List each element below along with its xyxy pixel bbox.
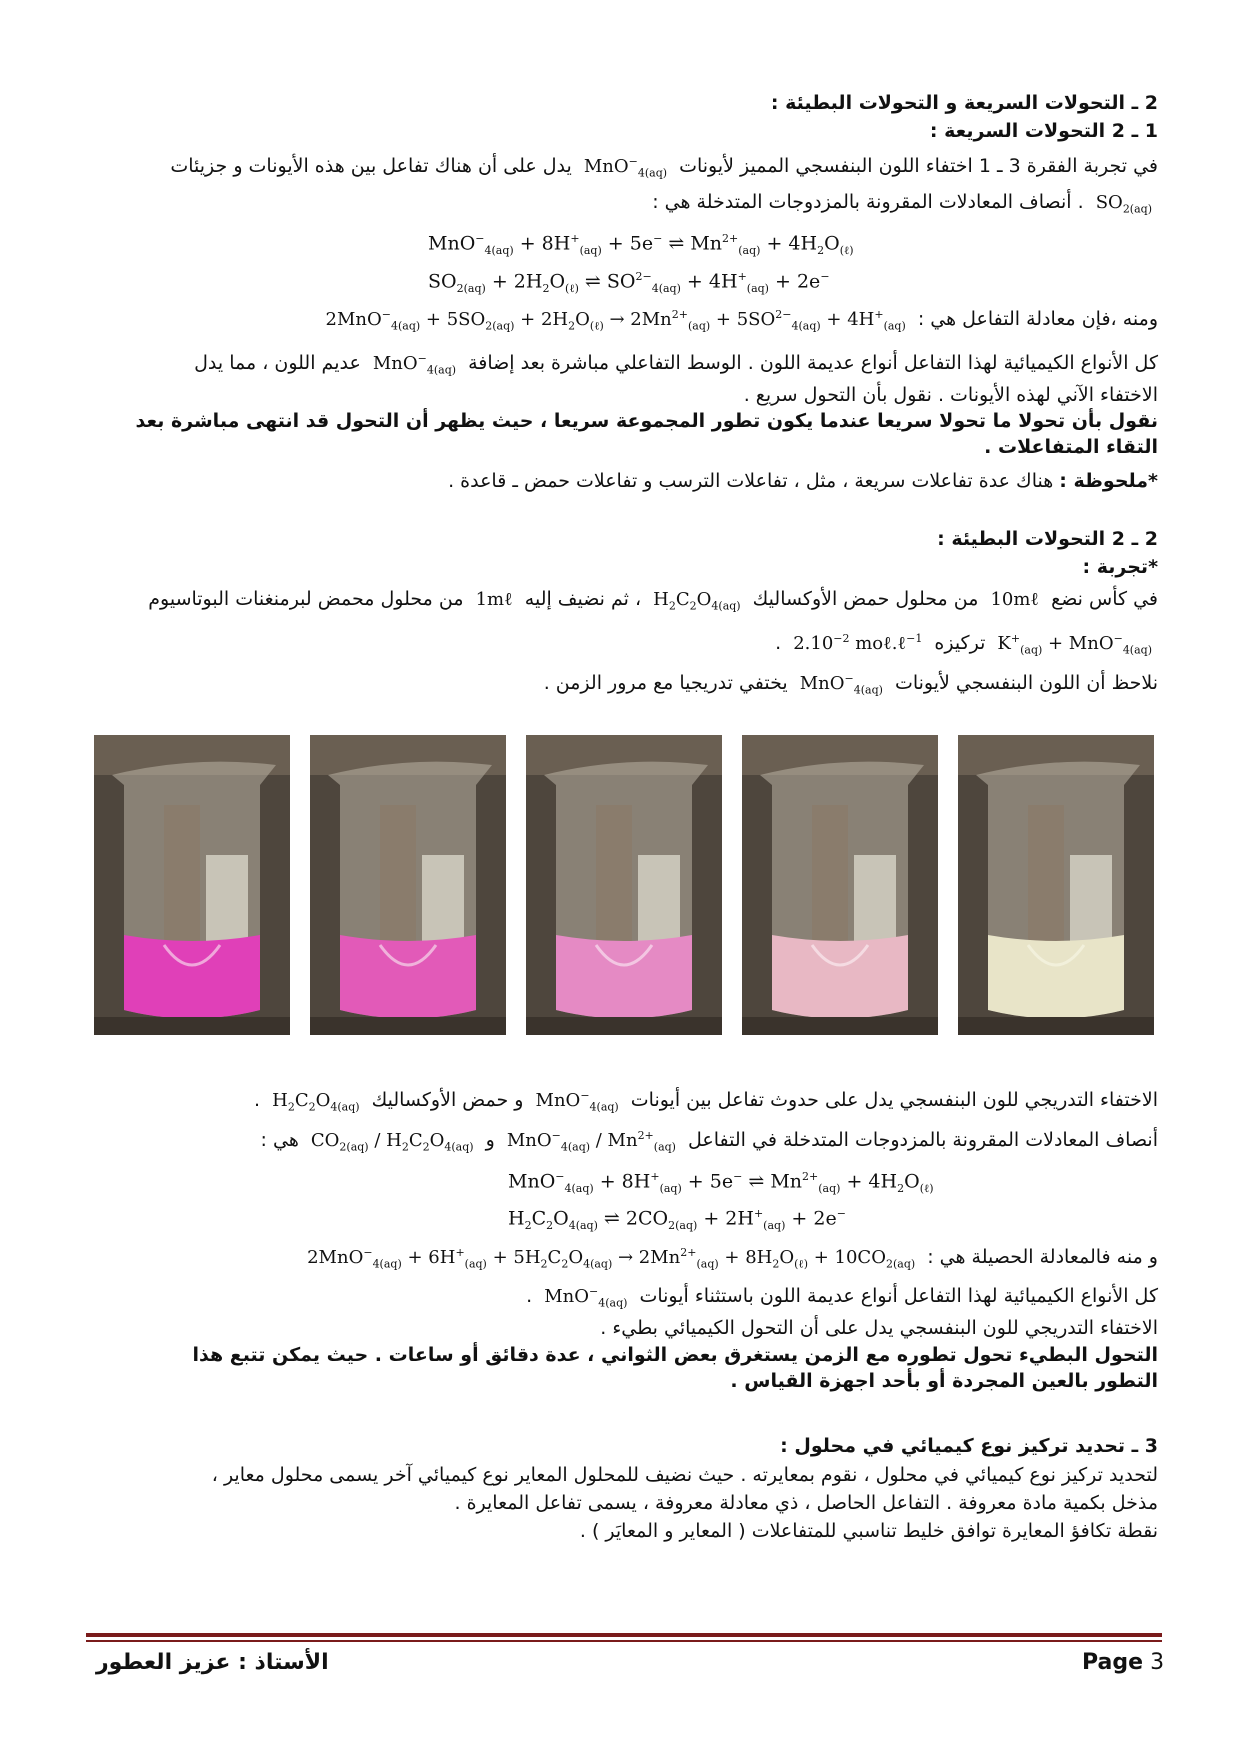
experiment-label: *تجربة : bbox=[1082, 556, 1158, 578]
formula-h2c2o4: $H_2C_2O_{4(aq)}$ bbox=[653, 589, 741, 613]
observation-line: كل الأنواع الكيميائية لهذا التفاعل أنواع عديمة اللون باستثناء أيونات MnO−$_{4(aq)}$ . bbox=[526, 1279, 1158, 1317]
footer-divider bbox=[86, 1633, 1162, 1637]
fast-transformation-definition: نقول بأن تحولا ما تحولا سريعا عندما يكون تطور المجموعة سريعا ، حيث يظهر أن التحول قد انتهى مباشرة بعد التقاء المتفاعلات . bbox=[135, 410, 1158, 458]
beaker-photo bbox=[742, 735, 938, 1035]
beaker-photo bbox=[958, 735, 1154, 1035]
experiment-line: في كأس نضع 10mℓ من محلول حمض الأوكساليك $H_2C_2O_{4(aq)}$ ، ثم نضيف إليه 1mℓ من محلول محمض لبرمنغنات البوتاسيوم bbox=[148, 586, 1158, 620]
paragraph-line: في تجربة الفقرة 3 ـ 1 اختفاء اللون البنفسجي المميز لأيونات MnO−$_{4(aq)}$ يدل على أن هناك تفاعل بين هذه الأيونات و جزيئات bbox=[170, 149, 1158, 187]
formula-h2c2o4: $H_2C_2O_{4(aq)}$ bbox=[272, 1090, 360, 1114]
overall-equation-line: و منه فالمعادلة الحصيلة هي : $2MnO^-_{4(aq)} + 6H^+_{(aq)} + 5H_2C_2O_{4(aq)} \to 2Mn^{2+}_{(aq)} + 8H_2O_{(\ell)} + 10CO_{2(aq)}$ bbox=[301, 1240, 1158, 1278]
page-number: Page 3 bbox=[1082, 1650, 1165, 1675]
section-3-title: 3 ـ تحديد تركيز نوع كيميائي في محلول : bbox=[780, 1435, 1158, 1457]
half-equation-mno4: $MnO^-_{4(aq)} + 8H^+_{(aq)} + 5e^-$ ⇌ $Mn^{2+}_{(aq)} + 4H_2O_{(\ell)}$ bbox=[508, 1170, 934, 1196]
formula-kmno4: $K^+_{(aq)} + MnO^-_{4(aq)}$ bbox=[997, 632, 1152, 657]
paragraph-line: الاختفاء الآني لهذه الأيونات . نقول بأن التحول سريع . bbox=[743, 384, 1158, 406]
paragraph-line: $SO_{2(aq)}$ . أنصاف المعادلات المقرونة بالمزدوجات المتدخلة هي : bbox=[652, 189, 1158, 223]
section-2-title: 2 ـ التحولات السريعة و التحولات البطيئة : bbox=[770, 92, 1158, 114]
formula-so2: $SO_{2(aq)}$ bbox=[1095, 192, 1152, 216]
overall-equation-1: $2MnO^-_{4(aq)} + 5SO_{2(aq)} + 2H_2O_{(\ell)} \to 2Mn^{2+}_{(aq)} + 5SO^{2-}_{4(aq)} + 4H^+_{(aq)}$ bbox=[325, 308, 906, 333]
overall-equation-2: $2MnO^-_{4(aq)} + 6H^+_{(aq)} + 5H_2C_2O_{4(aq)} \to 2Mn^{2+}_{(aq)} + 8H_2O_{(\ell)} + 10CO_{2(aq)}$ bbox=[307, 1246, 916, 1271]
observation-line: الاختفاء التدريجي للون البنفسجي يدل على حدوث تفاعل بين أيونات MnO−$_{4(aq)}$ و حمض الأوكساليك $H_2C_2O_{4(aq)}$ . bbox=[254, 1083, 1158, 1121]
note: *ملحوظة : هناك عدة تفاعلات سريعة ، مثل ، تفاعلات الترسب و تفاعلات حمض ـ قاعدة . bbox=[448, 470, 1158, 492]
beaker-photo-sequence bbox=[94, 735, 1152, 1035]
subsection-2-2-title: 2 ـ 2 التحولات البطيئة : bbox=[937, 528, 1158, 550]
overall-equation-line: ومنه ،فإن معادلة التفاعل هي : $2MnO^-_{4(aq)} + 5SO_{2(aq)} + 2H_2O_{(\ell)} \to 2Mn^{2+}_{(aq)} + 5SO^{2-}_{4(aq)} + 4H^+_{(aq)}$ bbox=[320, 302, 1158, 340]
section-3-line: لتحديد تركيز نوع كيميائي في محلول ، نقوم بمعايرته . حيث نضيف للمحلول المعاير نوع كيميائي آخر يسمى محلول معاير ، bbox=[211, 1464, 1158, 1486]
section-3-line: مذخل بكمية مادة معروفة . التفاعل الحاصل ، ذي معادلة معروفة ، يسمى تفاعل المعايرة . bbox=[454, 1492, 1158, 1514]
half-equation-h2c2o4: $H_2C_2O_{4(aq)}$ ⇌ $2CO_{2(aq)} + 2H^+_{(aq)} + 2e^-$ bbox=[508, 1207, 846, 1233]
half-equation-so2: $SO_{2(aq)} + 2H_2O_{(\ell)}$ ⇌ $SO^{2-}_{4(aq)} + 4H^+_{(aq)} + 2e^-$ bbox=[428, 270, 830, 296]
formula-mno4: MnO−$_{4(aq)}$ bbox=[583, 155, 668, 180]
author-name: الأستاذ : عزيز العطور bbox=[96, 1650, 329, 1675]
slow-transformation-definition: التحول البطيء تحول تطوره مع الزمن يستغرق بعض الثواني ، عدة دقائق أو ساعات . حيث يمكن تتبع هذا التطور بالعين المجردة أو بأحد اجهزة القياس . bbox=[192, 1344, 1158, 1392]
observation-line: أنصاف المعادلات المقرونة بالمزدوجات المتدخلة في التفاعل $MnO^-_{4(aq)} / Mn^{2+}_{(aq)}$ و $CO_{2(aq)} / H_2C_2O_{4(aq)}$ هي : bbox=[260, 1129, 1158, 1154]
section-3-line: نقطة تكافؤ المعايرة توافق خليط تناسبي للمتفاعلات ( المعاير و المعايَر ) . bbox=[579, 1520, 1158, 1542]
half-equation-mno4: $MnO^-_{4(aq)} + 8H^+_{(aq)} + 5e^-$ ⇌ $Mn^{2+}_{(aq)} + 4H_2O_{(\ell)}$ bbox=[428, 232, 854, 258]
beaker-photo bbox=[310, 735, 506, 1035]
experiment-line: $K^+_{(aq)} + MnO^-_{4(aq)}$ تركيزه $2.10^{-2}$ moℓ.ℓ$^{-1}$ . bbox=[775, 626, 1158, 664]
paragraph-line: كل الأنواع الكيميائية لهذا التفاعل أنواع عديمة اللون . الوسط التفاعلي مباشرة بعد إضافة MnO−$_{4(aq)}$ عديم اللون ، مما يدل bbox=[194, 346, 1158, 384]
formula-mno4: MnO−$_{4(aq)}$ bbox=[544, 1285, 628, 1310]
formula-mno4: MnO−$_{4(aq)}$ bbox=[372, 352, 457, 377]
experiment-line: نلاحظ أن اللون البنفسجي لأيونات MnO−$_{4(aq)}$ يختفي تدريجيا مع مرور الزمن . bbox=[544, 666, 1158, 704]
footer-divider bbox=[86, 1640, 1162, 1642]
subsection-2-1-title: 1 ـ 2 التحولات السريعة : bbox=[929, 120, 1158, 142]
observation-line: الاختفاء التدريجي للون البنفسجي يدل على أن التحول الكيميائي بطيء . bbox=[600, 1317, 1158, 1339]
formula-mno4: MnO−$_{4(aq)}$ bbox=[535, 1089, 619, 1114]
formula-mno4: MnO−$_{4(aq)}$ bbox=[799, 672, 883, 697]
beaker-photo bbox=[526, 735, 722, 1035]
beaker-photo bbox=[94, 735, 290, 1035]
